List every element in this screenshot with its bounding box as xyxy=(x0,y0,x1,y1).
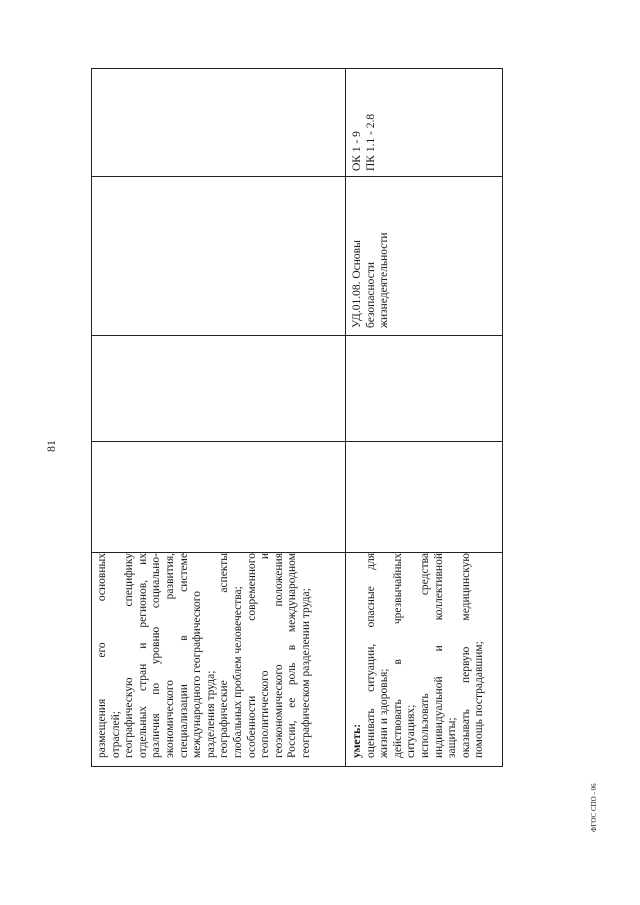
column-divider xyxy=(92,176,502,177)
cell-line: России, ее роль в международном xyxy=(286,553,299,758)
cell-line: ОК 1 - 9 xyxy=(351,131,363,171)
cell-line: использовать средства xyxy=(418,553,431,758)
cell-line: оценивать ситуации, опасные для xyxy=(364,553,377,758)
knowledge-cell xyxy=(96,553,314,758)
cell-line: различия по уровню социально- xyxy=(150,553,163,758)
cell-line: оказывать первую медицинскую xyxy=(459,553,472,758)
row-divider xyxy=(345,69,346,766)
column-divider xyxy=(92,335,502,336)
cell-line: глобальных проблем человечества; xyxy=(231,586,244,758)
cell-line: безопасности xyxy=(364,261,377,328)
discipline-cell xyxy=(351,178,392,328)
cell-line: экономического развития, xyxy=(163,553,176,758)
cell-line: защиты; xyxy=(446,717,459,758)
cell-line: отраслей; xyxy=(109,711,122,758)
cell-line: разделения труда; xyxy=(204,670,217,758)
column-divider xyxy=(92,441,502,442)
cell-line: помощь пострадавшим; xyxy=(473,641,486,758)
cell-line: геополитического и xyxy=(259,553,272,758)
cell-line: ситуациях; xyxy=(405,704,418,758)
cell-line: международного географического xyxy=(191,591,204,758)
cell-line: географическую специфику xyxy=(123,553,136,758)
cell-line: жизнедеятельности xyxy=(378,232,391,328)
cell-line: специализации в системе xyxy=(177,553,190,758)
cell-line: действовать в чрезвычайных xyxy=(391,553,404,758)
cell-line: индивидуальной и коллективной xyxy=(432,553,445,758)
page-number: 81 xyxy=(44,440,58,452)
cell-line: географическом разделении труда; xyxy=(299,588,312,758)
cell-line: жизни и здоровья; xyxy=(378,668,391,758)
skills-cell xyxy=(351,553,487,758)
cell-line: особенности современного xyxy=(245,553,258,758)
cell-line: УД.01.08. Основы xyxy=(351,240,363,328)
cell-line: отдельных стран и регионов, их xyxy=(136,553,149,758)
skills-heading: уметь: xyxy=(351,723,363,758)
cell-line: размещения его основных xyxy=(96,553,108,758)
cell-line: ПК 1.1 - 2.8 xyxy=(364,113,377,171)
cell-line: географические аспекты xyxy=(218,553,231,758)
cell-line: геоэкономического положения xyxy=(272,553,285,758)
document-footer: ФГОС СПО - 06 xyxy=(590,783,598,832)
competency-cell xyxy=(351,71,378,171)
